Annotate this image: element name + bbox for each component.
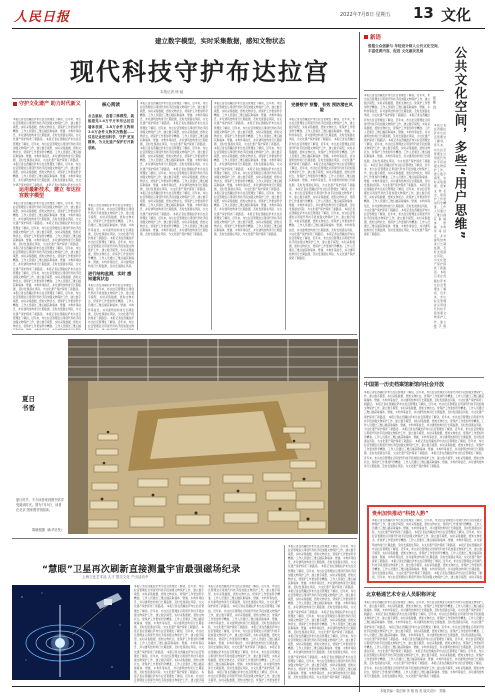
lead-col4-text: 本报记者在西藏拉萨布达拉宫管理处了解到，近年来，布达拉宫管理处运用现代科技手段加强文物保护工作，建立数字模型，实时采集数据，感知文物状态，使保护工作更加科学精准。工作人员通过三维扫描获取墙体、壁画、木构件等信息，并对建筑结构进行长期监测，及时发现潜在风险，为文化遗产保护探索了新路径。 本报记者在西藏拉萨布达拉宫管理处了解到，近年来，布达拉宫管理处运用现代科技手段加强文物保护工作，建立数字模型，实时采集数据，感知文物状态，使保护工作更加科学精准。工作人员通过三维扫描获取墙体、壁画、木构件等信息，并对建筑结构进行长期监测，及时发现潜在风险，为文化遗产保护探索了新路径。 本报记者在西藏拉萨布达拉宫管理处了解到，近年来，布达拉宫管理处运用现代科技手段加强文物保护工作，建立数字模型，实时采集数据，感知文物状态，使保护工作更加科学精准。工作人员通过三维扫描获取墙体、壁画、木构件等信息，并对建筑结构进行长期监测，及时发现潜在风险，为文化遗产保护探索了新路径。 本报记者在西藏拉萨布达拉宫管理处了解到，近年来，布达拉宫管理处运用现代科技手段加强文物保护工作，建立数字模型，实时采集数据，感知文物状态，使保护工作更加科学精准。工作人员通过三维扫描获取墙体、壁画、木构件等信息，并对建筑结构进行长期监测，及时发现潜在风险，为文化遗产保护探索了新路径。 本报记者在西藏拉萨布达拉宫管理处了解到，近年来，布达拉宫管理处运用现代科技手段加强文物保护工作，建立数字模型，实时采集数据，感知文物状态，使保护工作更加科学精准。工作人员通过三维扫描获取墙体、壁画、木构件等信息，并对建筑结构进行长期监测，及时发现潜在风险，为文化遗产保护探索了新路径。 本报记者在西藏拉萨布达拉宫管理处了解到，近年来，布达拉宫管理处运用现代科技手段加强文物保护工作，建立数字模型，实时采集数据，感知文物状态，使保护工作更加科学精准。工作人员通过三维扫描获取墙体、壁画、木构件等信息，并对建筑结构进行长期监测，及时发现潜在风险，为文化遗产保护探索了新路径。 (214, 102, 282, 236)
photo-caption: 夏日时节，不少读者来到图书馆享受阅读时光。图为7月5日，读者在北京 国家图书馆阅读。 (16, 498, 64, 512)
headline-rule (12, 98, 357, 99)
sidebar-summary-rule (364, 90, 444, 91)
lead-col1-text-b: 本报记者在西藏拉萨布达拉宫管理处了解到，近年来，布达拉宫管理处运用现代科技手段加强文物保护工作，建立数字模型，实时采集数据，感知文物状态，使保护工作更加科学精准。工作人员通过三维扫描获取墙体、壁画、木构件等信息，并对建筑结构进行长期监测，及时发现潜在风险，为文化遗产保护探索了新路径。 本报记者在西藏拉萨布达拉宫管理处了解到，近年来，布达拉宫管理处运用现代科技手段加强文物保护工作，建立数字模型，实时采集数据，感知文物状态，使保护工作更加科学精准。工作人员通过三维扫描获取墙体、壁画、木构件等信息，并对建筑结构进行长期监测，及时发现潜在风险，为文化遗产保护探索了新路径。 本报记者在西藏拉萨布达拉宫管理处了解到，近年来，布达拉宫管理处运用现代科技手段加强文物保护工作，建立数字模型，实时采集数据，感知文物状态，使保护工作更加科学精准。工作人员通过三维扫描获取墙体、壁画、木构件等信息，并对建筑结构进行长期监测，及时发现潜在风险，为文化遗产保护探索了新路径。 本报记者在西藏拉萨布达拉宫管理处了解到，近年来，布达拉宫管理处运用现代科技手段加强文物保护工作，建立数字模型，实时采集数据，感知文物状态，使保护工作更加科学精准。工作人员通过三维扫描获取墙体、壁画、木构件等信息，并对建筑结构进行长期监测，及时发现潜在风险，为文化遗产保护探索了新路径。 本报记者在西藏拉萨布达拉宫管理处了解到，近年来，布达拉宫管理处运用现代科技手段加强文物保护工作，建立数字模型，实时采集数据，感知文物状态，使保护工作更加科学精准。工作人员通过三维扫描获取墙体、壁画、木构件等信息，并对建筑结构进行长期监测，及时发现潜在风险，为文化遗产保护探索了新路径。 本报记者在西藏拉萨布达拉宫管理处了解到，近年来，布达拉宫管理处运用现代科技手段加强文物保护工作，建立数字模型，实时采集数据，感知文物状态，使保护工作更加科学精准。工作人员通过三维扫描 (13, 202, 81, 328)
sidebar-text-a: 本报记者在西藏拉萨布达拉宫管理处了解到，近年来，布达拉宫管理处运用现代科技手段加强文物保护工作，建立数字模型，实时采集数据，感知文物状态，使保护工作更加科学精准。工作人员通过三维扫描获取墙体、壁画、木构件等信息，并对建筑结构进行长期监测，及时发现潜在风险，为文化遗产保护探索了新路径。 本报记者在西藏拉萨布达拉宫管理处了解到，近年来，布达拉宫管理处运用现代科技手段加强文物保护工作，建立数字模型，实时采集数据，感知文物状态，使保护工作更加科学精准。工作人员通过三维扫描获取墙体、壁画、木构件等信息，并对建筑结构进行长期监测，及时发现潜在风险，为文化遗产保护探索了新路径。 本报记者在西藏拉萨布达拉宫管理处了解到，近年来，布达拉宫管理处运用现代科技手段加强文物保护工作，建立数字模型，实时采集数据，感知文物状态，使保护工作更加科学精准。工作人员通过三维扫描获取墙体、壁画、木构件等信息，并对建筑结构进行长期监测，及时发现潜在风险，为文化遗产保护探索了新路径。 本报记者在西藏拉萨布达拉宫管理处了解到，近年来，布达拉宫管理处运用现代科技手段加强文物保护工作，建立数字模型，实时采集数据，感知文物状态，使保护工作更加科学精准。工作人员通过三维扫描获取墙体、壁画、木构件等信息，并对建筑结构进行长期监测，及时发现潜在风险，为文化遗产保护探索了新路径。 本报记者在西藏拉萨布达拉宫管理处了解到，近年来，布达拉宫管理处运用现代科技手段加强文物保护工作，建立数字模型，实时采集数据，感知文物状态，使保护工作更加科学精准。工作人员通过三维扫描获取墙体、壁画、木构件等信息，并对建筑结构进行长期监测，及时发现潜在风险，为文化遗产保护探索了新路径。 本报记者在西藏拉萨布达拉宫管理处了解到，近年来，布达拉宫管理处运用现代科技手段加强文物保护工作，建立数字模型，实时采集数据，感知文物状态，使保护工作更加科学精准。工作人员通过三维扫描获取墙体、壁画、木构件等信息，并对建筑结构进行长期监测，及时发现潜在风险，为文化遗产保护探索了新路径。 (364, 94, 430, 237)
brief2-text: 本报记者在西藏拉萨布达拉宫管理处了解到，近年来，布达拉宫管理处运用现代科技手段加强文物保护工作，建立数字模型，实时采集数据，感知文物状态，使保护工作更加科学精准。工作人员通过三维扫描获取墙体、壁画、木构件等信息，并对建筑结构进行长期监测，及时发现潜在风险，为文化遗产保护探索了新路径。 本报记者在西藏拉萨布达拉宫管理处了解到，近年来，布达拉宫管理处运用现代科技手段加强文物保护工作，建立数字模型，实时采集数据，感知文物状态，使保护工作更加科学精准。工作人员通过三维扫描获取墙体、壁画、木构件等信息，并对建筑结构进行长期监测，及时发现潜在风险，为文化遗产保护探索了新路径。 本报记者在西藏拉萨布达拉宫管理处了解到，近年来，布达拉宫管理处运用现代科技手段加强文物保护工作，建立数字模型，实时采集数据，感知文物状态，使保护工作更加科学精准。工作人员通过三维扫描获取墙体、壁画、木构件等信息，并对建筑结构进行长期监测，及时发现潜在风险，为文化遗产保护探索了新路径。 本报记者在西藏拉萨布达拉宫管理处了解到，近年来，布达拉宫管理处运用现代科技手段加强文物保护工作，建立数字模型，实时采集数据，感知文物状态，使保护工作更加科学精准。工作人员通过三维扫描获取墙体、壁画、木构件等信息，并对建筑结构进行长期监测，及时发现潜在风险，为文化遗产保护探索了新路径。 本报记者在西藏拉萨布达拉宫管理处了解到，近年来，布达拉宫管理处运用现代科技手段加强文物保护工作，建立数字模型，实时采集数 (372, 519, 482, 579)
masthead-rule (12, 28, 485, 29)
lead-subhead-1: 守护文化遗产 助力时代新义 (19, 101, 81, 107)
lead-headline: 现代科技守护布达拉宫 (70, 58, 330, 86)
sidebar-title: 公共文化空间，多些“用户思维” (453, 46, 468, 240)
lead-col2-text-a: 本报记者在西藏拉萨布达拉宫管理处了解到，近年来，布达拉宫管理处运用现代科技手段加强文物保护工作，建立数字模型，实时采集数据，感知文物状态，使保护工作更加科学精准。工作人员通过三维扫描获取墙体、壁画、木构件等信息，并对建筑结构进行长期监测，及时发现潜在风险，为文化遗产保护探索了新路径。 本报记者在西藏拉萨布达拉宫管理处了解到，近年来，布达拉宫管理处运用现代科技手段加强文物保护工作，建立数字模型，实时采集数据，感知文物状态，使保护工作更加科学精准。工作人员通过三维扫描获取墙体、壁画、木构件等信息，并对建筑结构进行长期监测，及时发现潜在风险， (88, 204, 134, 268)
section-name: 文化 (441, 6, 472, 24)
date-line: 2022年7月8日 星期五 (340, 12, 391, 18)
core-reading-text: 点击鼠标，查看三维模型，就能看见1.6万平方米布达拉宫 墙体表面，2.8万余件文物和 3.6万余件文物状况数据……信息记录更加科学，守护 更加精准，为文化遗产保护打开新思路。 (88, 114, 134, 150)
bottom-text-col1: 本报记者在西藏拉萨布达拉宫管理处了解到，近年来，布达拉宫管理处运用现代科技手段加强文物保护工作，建立数字模型，实时采集数据，感知文物状态，使保护工作更加科学精准。工作人员通过三维扫描获取墙体、壁画、木构件等信息，并对建筑结构进行长期监测，及时发现潜在风险，为文化遗产保护探索了新路径。 本报记者在西藏拉萨布达拉宫管理处了解到，近年来，布达拉宫管理处运用现代科技手段加强文物保护工作，建立数字模型，实时采集数据，感知文物状态，使保护工作更加科学精准。工作人员通过三维扫描获取墙体、壁画、木构件等信息，并对建筑结构进行长期监测，及时发现潜在风险，为文化遗产保护探索了新路径。 本报记者在西藏拉萨布达拉宫管理处了解到，近年来，布达拉宫管理处运用现代科技手段加强文物保护工作，建立数字模型，实时采集数据，感知文物状态，使保护工作更加科学精准。工作人员通过三维扫描获取墙体、壁画、木构件等信息，并对建筑结构进行长期监测，及时发现潜在风险，为文化遗产保护探索了新路径。 本报记者在西藏拉萨布达拉宫管理处了解到，近年来，布达拉宫管理处运用现代科技手段加强文物保护工作，建立数字模型，实时采集数据，感知文物状态，使保护工作更加科学精准。工作人员通过三维扫描获取墙体、壁画、木构件等信息，并对建筑结构进行长期监测，及时发现潜在风险，为文化遗产保护探索了新路径。 本报记者在西藏拉萨布达拉宫管理处了解到，近年来，布达拉宫管理处运用现代科技手段加强文物保护工作，建立数字模 (134, 585, 204, 683)
bottom-page-rule (12, 686, 485, 687)
lead-subhead-4: 完善数字 预警，有效 预防潜在风险 (291, 102, 353, 113)
lead-deck: 建立数字模型，实时采集数据，感知文物状态 (155, 37, 285, 45)
photo-bottom-rule (12, 538, 357, 539)
photo-label: 夏日书香 (22, 395, 35, 412)
core-reading-label: 核心阅读 (102, 103, 120, 108)
page-footer: 本版责编：秦正楠 李 刚 钱 美 版式设计：郑娜 (380, 689, 446, 693)
sub1-marker (13, 102, 17, 106)
bottom-text-col2: 本报记者在西藏拉萨布达拉宫管理处了解到，近年来，布达拉宫管理处运用现代科技手段加强文物保护工作，建立数字模型，实时采集数据，感知文物状态，使保护工作更加科学精准。工作人员通过三维扫描获取墙体、壁画、木构件等信息，并对建筑结构进行长期监测，及时发现潜在风险，为文化遗产保护探索了新路径。 本报记者在西藏拉萨布达拉宫管理处了解到，近年来，布达拉宫管理处运用现代科技手段加强文物保护工作，建立数字模型，实时采集数据，感知文物状态，使保护工作更加科学精准。工作人员通过三维扫描获取墙体、壁画、木构件等信息，并对建筑结构进行长期监测，及时发现潜在风险，为文化遗产保护探索了新路径。 本报记者在西藏拉萨布达拉宫管理处了解到，近年来，布达拉宫管理处运用现代科技手段加强文物保护工作，建立数字模型，实时采集数据，感知文物状态，使保护工作更加科学精准。工作人员通过三维扫描获取墙体、壁画、木构件等信息，并对建筑结构进行长期监测，及时发现潜在风险，为文化遗产保护探索了新路径。 本报记者在西藏拉萨布达拉宫管理处了解到，近年来，布达拉宫管理处运用现代科技手段加强文物保护工作，建立数字模型，实时采集数据，感知文物状态，使保护工作更加科学精准。工作人员通过三维扫描获取墙体、壁画、木构件等信息，并对建筑结构进行长期监测，及时发现潜在风险，为文化遗产保护探索了新路径。 本报记者在西藏拉萨布达拉宫管理处了解到，近年来，布达拉宫管理处运用现代科技手段加强文物保护工作，建立数字模型，实时采集数据，感知文物状态，使保护工作更加科学 (208, 585, 280, 683)
col-divider-4 (285, 100, 286, 330)
brief2-title: 贵州加快推动“科技入黔” (372, 511, 429, 517)
brief2-box (367, 505, 486, 583)
sidebar-byline: 崔 斯 诗 (433, 96, 437, 109)
bottom-divider (284, 545, 285, 685)
newspaper-logo: 人民日报 (14, 10, 71, 25)
lead-col1-text-a: 本报记者在西藏拉萨布达拉宫管理处了解到，近年来，布达拉宫管理处运用现代科技手段加强文物保护工作，建立数字模型，实时采集数据，感知文物状态，使保护工作更加科学精准。工作人员通过三维扫描获取墙体、壁画、木构件等信息，并对建筑结构进行长期监测，及时发现潜在风险，为文化遗产保护探索了新路径。 本报记者在西藏拉萨布达拉宫管理处了解到，近年来，布达拉宫管理处运用现代科技手段加强文物保护工作，建立数字模型，实时采集数据，感知文物状态，使保护工作更加科学精准。工作人员通过三维扫描获取墙体、壁画、木构件等信息，并对建筑结构进行长期监测，及时发现潜在风险，为文化遗产保护探索了新路径。 本报记者在西藏拉萨布达拉宫管理处了解到，近年来，布达拉宫管理处运用现代科技手段加强文物保护工作，建立数字模型，实时采集数据，感知文物状态，使保护工作更加科学精准。工作人员通过三维扫描获取墙体、壁画、木构件等信息，并对建筑结构进行长期监测，及时发现潜在风险，为文化遗产保护探索了新路径。 本报记者在西藏拉萨布达拉宫 (13, 118, 81, 186)
sidebar-marker (364, 35, 368, 39)
sidebar-text-b: 本报记者在西藏拉萨布达拉宫管理处了解到，近年来，布达拉宫管理处运用现代科技手段加强文物保护工作，建立数字模型，实时采集数据，感知文物状态，使保护工作更加科学精准。工作人员通过三维扫描获取墙体、壁画、木构件等信息，并对建筑结构进行长期监测，及时发现潜在风险，为文化遗产保护探索了新路径。 本报记者在西藏拉萨布达拉宫管理处了解到，近年来，布达拉宫管理处运用现代科技手段加强文物保护工作，建立数字模 (434, 124, 446, 328)
sidebar-label: 新语 (370, 35, 382, 41)
col-divider-1 (85, 100, 86, 330)
lead-subhead-3: 进行结构监测，实时 感知建筑状态 (88, 271, 132, 282)
masthead (0, 0, 495, 30)
lead-col5-text: 本报记者在西藏拉萨布达拉宫管理处了解到，近年来，布达拉宫管理处运用现代科技手段加强文物保护工作，建立数字模型，实时采集数据，感知文物状态，使保护工作更加科学精准。工作人员通过三维扫描获取墙体、壁画、木构件等信息，并对建筑结构进行长期监测，及时发现潜在风险，为文化遗产保护探索了新路径。 本报记者在西藏拉萨布达拉宫管理处了解到，近年来，布达拉宫管理处运用现代科技手段加强文物保护工作，建立数字模型，实时采集数据，感知文物状态，使保护工作更加科学精准。工作人员通过三维扫描获取墙体、壁画、木构件等信息，并对建筑结构进行长期监测，及时发现潜在风险，为文化遗产保护探索了新路径。 本报记者在西藏拉萨布达拉宫管理处了解到，近年来，布达拉宫管理处运用现代科技手段加强文物保护工作，建立数字模型，实时采集数据，感知文物状态，使保护工作更加科学精准。工作人员通过三维扫描获取墙体、壁画、木构件等信息，并对建筑结构进行长期监测，及时发现潜在风险，为文化遗产保护探索了新路径。 本报记者在西藏拉萨布达拉宫管理处了解到，近年来，布达拉宫管理处运用现代科技手段加强文物保护工作，建立数字模型，实时采集数据，感知文物状态，使保护工作更加科学精准。工作人员通过三维扫描获取墙体、壁画、木构件等信息，并对建筑结构进行长期监测，及时发现潜在风险，为文化遗产保护探索了新路径。 本报记者在西藏拉萨布达拉宫管理处了解到，近年来，布达拉宫管理处运用现代科技手段加强文物保护工作，建立数字模型，实时采集数据，感知文物状态，使保护工作更加科学精准。工作人员通过三维扫描获取墙体、壁画、木构件等信息，并对建筑结构进行长期监测，及时发现潜在风险，为文化遗产保护探索了新路径。 本报记者在西藏拉萨布达拉宫管理处了解到，近年来，布达拉宫管理处运用现代科技手段加强文物保护工作，建立数字模型，实时采集数据，感知文物状态，使保护工作更加科学精准。工作人员通过三维扫描获取墙体、壁画、木构件等信息，并对建筑结构进行长期监测，及时发现潜在风险，为文化遗产保护探索了新路径。 (289, 118, 355, 261)
col-divider-3 (211, 100, 212, 330)
lead-byline: 本报记者 徐 驰 (160, 90, 184, 94)
brief3-text: 本报记者在西藏拉萨布达拉宫管理处了解到，近年来，布达拉宫管理处运用现代科技手段加强文物保护工作，建立数字模型，实时采集数据，感知文物状态，使保护工作更加科学精准。工作人员通过三维扫描获取墙体、壁画、木构件等信息，并对建筑结构进行长期监测，及时发现潜在风险，为文化遗产保护探索了新路径。 本报记者在西藏拉萨布达拉宫管理处了解到，近年来，布达拉宫管理处运用现代科技手段加强文物保护工作，建立数字模型，实时采集数据，感知文物状态，使保护工作更加科学精准。工作人员通过三维扫描获取墙体、壁画、木构件等信息，并对建筑结构进行长期监测，及时发现潜在风险，为文化遗产保护探索了新路径。 本报记者在西藏拉萨布达拉宫管理处了解到，近年来，布达拉宫管理处运用现代科技手段加强文物保护工作，建立数字模型，实时采集数据，感知文物状态，使保护工作更加科学精准。工作人员通过三维扫描获取墙体、壁画、木构件等信息，并对建筑结构进行长期监测，及时发现潜在风险，为文化遗产保护探索了新路径。 本报记者在西藏拉萨布达拉宫管理处了解到，近年来，布达拉宫管理处运用现代科技手段加强文物保护工作，建立数字模型，实时采集数据，感知文物状态，使保护工作更加科学精准。工作人员通过三维扫描获取墙体、壁画、木构件等信息，并对建筑结构进行长期监测，及时发现潜在风险，为文化遗产保护探索了新路径。 本报记者在西藏拉萨布达拉宫管理处了解到，近年来，布达拉宫管理处运用现代科技手段加强文物保护工作，建立数字模型，实时采集数据，感知文物状态，使保护工作更加科学精准。工作人员通过三维扫描获取墙体、壁画、木构件等信息，并对建筑结构进行长期监测，及时发现潜在风险，为文化遗产保护探索了新路径。 本报记者在西藏拉萨布达拉宫管理处了解到，近年来，布达拉宫管理处运用现代科技手段加强文物保护工作，建立数字模型，实时采集数据，感知文物状态，使保护工作更加科学精准。工作人员通过三维扫描获取墙体、壁画、木构件等信息，并对建筑结构进行长期监测，及时发现潜在风险，为文化遗产保护探索了新路径。 (364, 601, 484, 678)
brief1-rule (364, 377, 484, 378)
satellite-illustration (12, 585, 130, 680)
sidebar-divider (359, 32, 360, 692)
col-divider-2 (137, 100, 138, 330)
brief3-rule (364, 587, 484, 588)
brief1-title: 中国第一历史档案馆新馆向社会开放 (364, 382, 445, 388)
page-number: 13 (413, 4, 434, 22)
library-photo (68, 339, 358, 534)
bottom-subhead: 上海文化艺术品 人才 提交文化 产出活动中 (82, 575, 149, 579)
lead-col2-text-b: 本报记者在西藏拉萨布达拉宫管理处了解到，近年来，布达拉宫管理处运用现代科技手段加强文物保护工作，建立数字模型，实时采集数据，感知文物状态，使保护工作更加科学精准。工作人员通过三维扫描获取墙体、壁画、木构件等信息，并对建筑结构进行长期监测，及时发现潜在风险，为文化遗产保护探索了新路径。 本报记者在西藏拉萨布达拉宫管理处了解到，近年来，布达拉宫管理处运用现代科技手段加强文物 (88, 284, 134, 328)
sidebar-summary: 借鉴公众创新与 年轻设计师人公共文化空间，丰富优质内容，促进 文化惠民发展 (368, 44, 442, 54)
bottom-headline: “慧眼”卫星再次刷新直接测量宇宙最强磁场纪录 (42, 565, 241, 575)
brief1-text: 本报记者在西藏拉萨布达拉宫管理处了解到，近年来，布达拉宫管理处运用现代科技手段加强文物保护工作，建立数字模型，实时采集数据，感知文物状态，使保护工作更加科学精准。工作人员通过三维扫描获取墙体、壁画、木构件等信息，并对建筑结构进行长期监测，及时发现潜在风险，为文化遗产保护探索了新路径。 本报记者在西藏拉萨布达拉宫管理处了解到，近年来，布达拉宫管理处运用现代科技手段加强文物保护工作，建立数字模型，实时采集数据，感知文物状态，使保护工作更加科学精准。工作人员通过三维扫描获取墙体、壁画、木构件等信息，并对建筑结构进行长期监测，及时发现潜在风险，为文化遗产保护探索了新路径。 本报记者在西藏拉萨布达拉宫管理处了解到，近年来，布达拉宫管理处运用现代科技手段加强文物保护工作，建立数字模型，实时采集数据，感知文物状态，使保护工作更加科学精准。工作人员通过三维扫描获取墙体、壁画、木构件等信息，并对建筑结构进行长期监测，及时发现潜在风险，为文化遗产保护探索了新路径。 本报记者在西藏拉萨布达拉宫管理处了解到，近年来，布达拉宫管理处运用现代科技手段加强文物保护工作，建立数字模型，实时采集数据，感知文物状态，使保护工作更加科学精准。工作人员通过三维扫描获取墙体、壁画、木构件等信息，并对建筑结构进行长期监测，及时发现潜在风险，为文化遗产保护探索了新路径。 本报记者在西藏拉萨布达拉宫管理处了解到，近年来，布达拉宫管理处运用现代科技手段加强文物保护工作，建立数字模型，实时采集数据，感知文物状态，使保护工作更加科学精准。工作人员通过三维扫描获取墙体、壁画、木构件等信息，并对建筑结构进行长期监测，及时发现潜在风险，为文化遗产保护探索了新路径。 本报记者在西藏拉萨布达拉宫管理处了解到，近年来，布达拉宫管理处运用现代科技手段加强文物保护工作，建立数字模型，实时采集数据，感知文物状态，使保护工作更加科学精准。工作人员通过三维扫描获取墙体、壁画、木构件等信息，并对建筑结构进行长期监测，及时发现潜在风险，为文化遗产保护探索了新路径。 (364, 391, 484, 468)
lead-subhead-2: 运用最新技术，建立 布达拉宫数字模型 (19, 187, 81, 199)
brief3-title: 北京畅通艺术专业人员职称评定 (366, 592, 437, 598)
bottom-text-col3: 本报记者在西藏拉萨布达拉宫管理处了解到，近年来，布达拉宫管理处运用现代科技手段加强文物保护工作，建立数字模型，实时采集数据，感知文物状态，使保护工作更加科学精准。工作人员通过三维扫描获取墙体、壁画、木构件等信息，并对建筑结构进行长期监测，及时发现潜在风险，为文化遗产保护探索了新路径。 本报记者在西藏拉萨布达拉宫管理处了解到，近年来，布达拉宫管理处运用现代科技手段加强文物保护工作，建立数字模型，实时采集数据，感知文物状态，使保护工作更加科学精准。工作人员通过三维扫描获取墙体、壁画、木构件等信息，并对建筑结构进行长期监测，及时发现潜在风险，为文化遗产保护探索了新路径。 本报记者在西藏拉萨布达拉宫管理处了解到，近年来，布达拉宫管理处运用现代科技手段加强文物保护工作，建立数字模型，实时采集数据，感知文物状态，使保护工作更加科学精准。工作人员通过三维扫描获取墙体、壁画、木构件等信息，并对建筑结构进行长期监测，及时发现潜在风险，为文化遗产保护探索了新路径。 本报记者在西藏拉萨布达拉宫管理处了解到，近年来，布达拉宫管理处运用现代科技手段加强文物保护工作，建立数字模型，实时采集数据，感知文物状态，使保护工作更加科学精准。工作人员通过三维扫描获取墙体、壁画、木构件等信息，并对建筑结构进行长期监测，及时发现潜在风险，为文化遗产保护探索了新路径。 本报记者在西藏拉萨布达拉宫管理处了解到，近年来，布达拉宫管理处运用现代科技手段加强文物保护工作，建立数字模型，实时采集数据，感知文物状态，使保护工作更加科学精准。工作人员通过三维扫描获取墙体、壁画、木构件等信息，并对建筑结构进行长期监测，及时发现潜在风险，为文化遗产保护探索了新路径。 本报记者在西藏拉萨布达拉宫管理处了解到，近年来，布达拉宫管理处运用现代科技手段加强文物保护工作，建立数字模型，实时采集数据，感知文物状态，使保护工作更加科学精准。工作人员通过三维扫描获取墙体、壁画、木构件等信息，并对建筑结构进行长期监测，及时发现潜在风险，为文化遗产保护探索了新路径。 (288, 545, 356, 679)
lead-col3-text: 本报记者在西藏拉萨布达拉宫管理处了解到，近年来，布达拉宫管理处运用现代科技手段加强文物保护工作，建立数字模型，实时采集数据，感知文物状态，使保护工作更加科学精准。工作人员通过三维扫描获取墙体、壁画、木构件等信息，并对建筑结构进行长期监测，及时发现潜在风险，为文化遗产保护探索了新路径。 本报记者在西藏拉萨布达拉宫管理处了解到，近年来，布达拉宫管理处运用现代科技手段加强文物保护工作，建立数字模型，实时采集数据，感知文物状态，使保护工作更加科学精准。工作人员通过三维扫描获取墙体、壁画、木构件等信息，并对建筑结构进行长期监测，及时发现潜在风险，为文化遗产保护探索了新路径。 本报记者在西藏拉萨布达拉宫管理处了解到，近年来，布达拉宫管理处运用现代科技手段加强文物保护工作，建立数字模型，实时采集数据，感知文物状态，使保护工作更加科学精准。工作人员通过三维扫描获取墙体、壁画、木构件等信息，并对建筑结构进行长期监测，及时发现潜在风险，为文化遗产保护探索了新路径。 本报记者在西藏拉萨布达拉宫管理处了解到，近年来，布达拉宫管理处运用现代科技手段加强文物保护工作，建立数字模型，实时采集数据，感知文物状态，使保护工作更加科学精准。工作人员通过三维扫描获取墙体、壁画、木构件等信息，并对建筑结构进行长期监测，及时发现潜在风险，为文化遗产保护探索了新路径。 本报记者在西藏拉萨布达拉宫管理处了解到，近年来，布达拉宫管理处运用现代科技手段加强文物保护工作，建立数字模型，实时采集数据，感知文物状态，使保护工作更加科学精准。工作人员通过三维扫描获取墙体、壁画、木构件等信息，并对建筑结构进行长期监测，及时发现潜在风险，为文化遗产保护探索了新路径。 本报记者在西藏拉萨布达拉宫管理处了解到，近年来，布达拉宫管理处运用现代科技手段加强文物保护工作，建立数字模型，实时采集数据，感知文物状态，使保护工作更加科学精准。工作人员通过三维扫描获取墙体、壁画、木构件等信息，并对建筑结构进行长期监测，及时发现潜在风险，为文化遗产保护探索了新路径。 (140, 102, 208, 236)
photo-credit: 陈晓根摄（新华社发） (32, 528, 64, 532)
core-reading-box (88, 102, 134, 200)
photo-top-rule (12, 334, 357, 335)
